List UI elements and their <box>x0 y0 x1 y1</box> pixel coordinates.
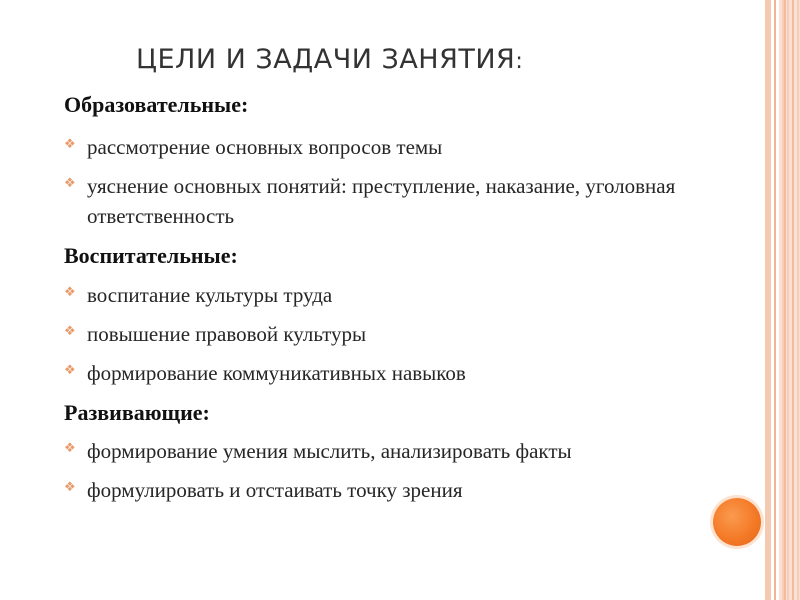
list-item-text: рассмотрение основных вопросов темы <box>87 135 443 159</box>
right-border-stripe <box>774 0 776 600</box>
section-heading-educational: Образовательные: <box>64 92 249 117</box>
diamond-bullet-icon: ❖ <box>64 284 76 299</box>
list-item <box>64 436 724 466</box>
diamond-bullet-icon: ❖ <box>64 440 76 455</box>
section-heading-developmental: Развивающие: <box>64 400 210 425</box>
section-heading-upbringing: Воспитательные: <box>64 243 238 268</box>
diamond-bullet-icon: ❖ <box>64 175 76 190</box>
slide-title-colon: : <box>515 49 524 74</box>
list-item <box>64 171 724 231</box>
right-border-stripe <box>779 0 800 600</box>
list-item-text: формирование умения мыслить, анализировать факты <box>87 439 572 463</box>
list-item-text: формулировать и отстаивать точку зрения <box>87 478 463 502</box>
list-item-text: воспитание культуры труда <box>87 283 333 307</box>
list-item <box>64 280 724 310</box>
right-border-stripe <box>784 0 786 600</box>
list-item-text: уяснение основных понятий: преступление, наказание, уголовная ответственность <box>87 174 676 228</box>
list-item <box>64 319 724 349</box>
list-item <box>64 358 724 388</box>
list-item <box>64 132 724 162</box>
diamond-bullet-icon: ❖ <box>64 479 76 494</box>
diamond-bullet-icon: ❖ <box>64 323 76 338</box>
slide-title <box>136 44 523 75</box>
diamond-bullet-icon: ❖ <box>64 362 76 377</box>
list-item-text: формирование коммуникативных навыков <box>87 361 466 385</box>
right-border-stripe <box>765 0 771 600</box>
list-item <box>64 475 724 505</box>
list-item-text: повышение правовой культуры <box>87 322 367 346</box>
orange-circle-decoration <box>713 498 761 546</box>
right-border-stripe <box>792 0 794 600</box>
slide-title-text: ЦЕЛИ И ЗАДАЧИ ЗАНЯТИЯ <box>136 44 516 75</box>
diamond-bullet-icon: ❖ <box>64 136 76 151</box>
